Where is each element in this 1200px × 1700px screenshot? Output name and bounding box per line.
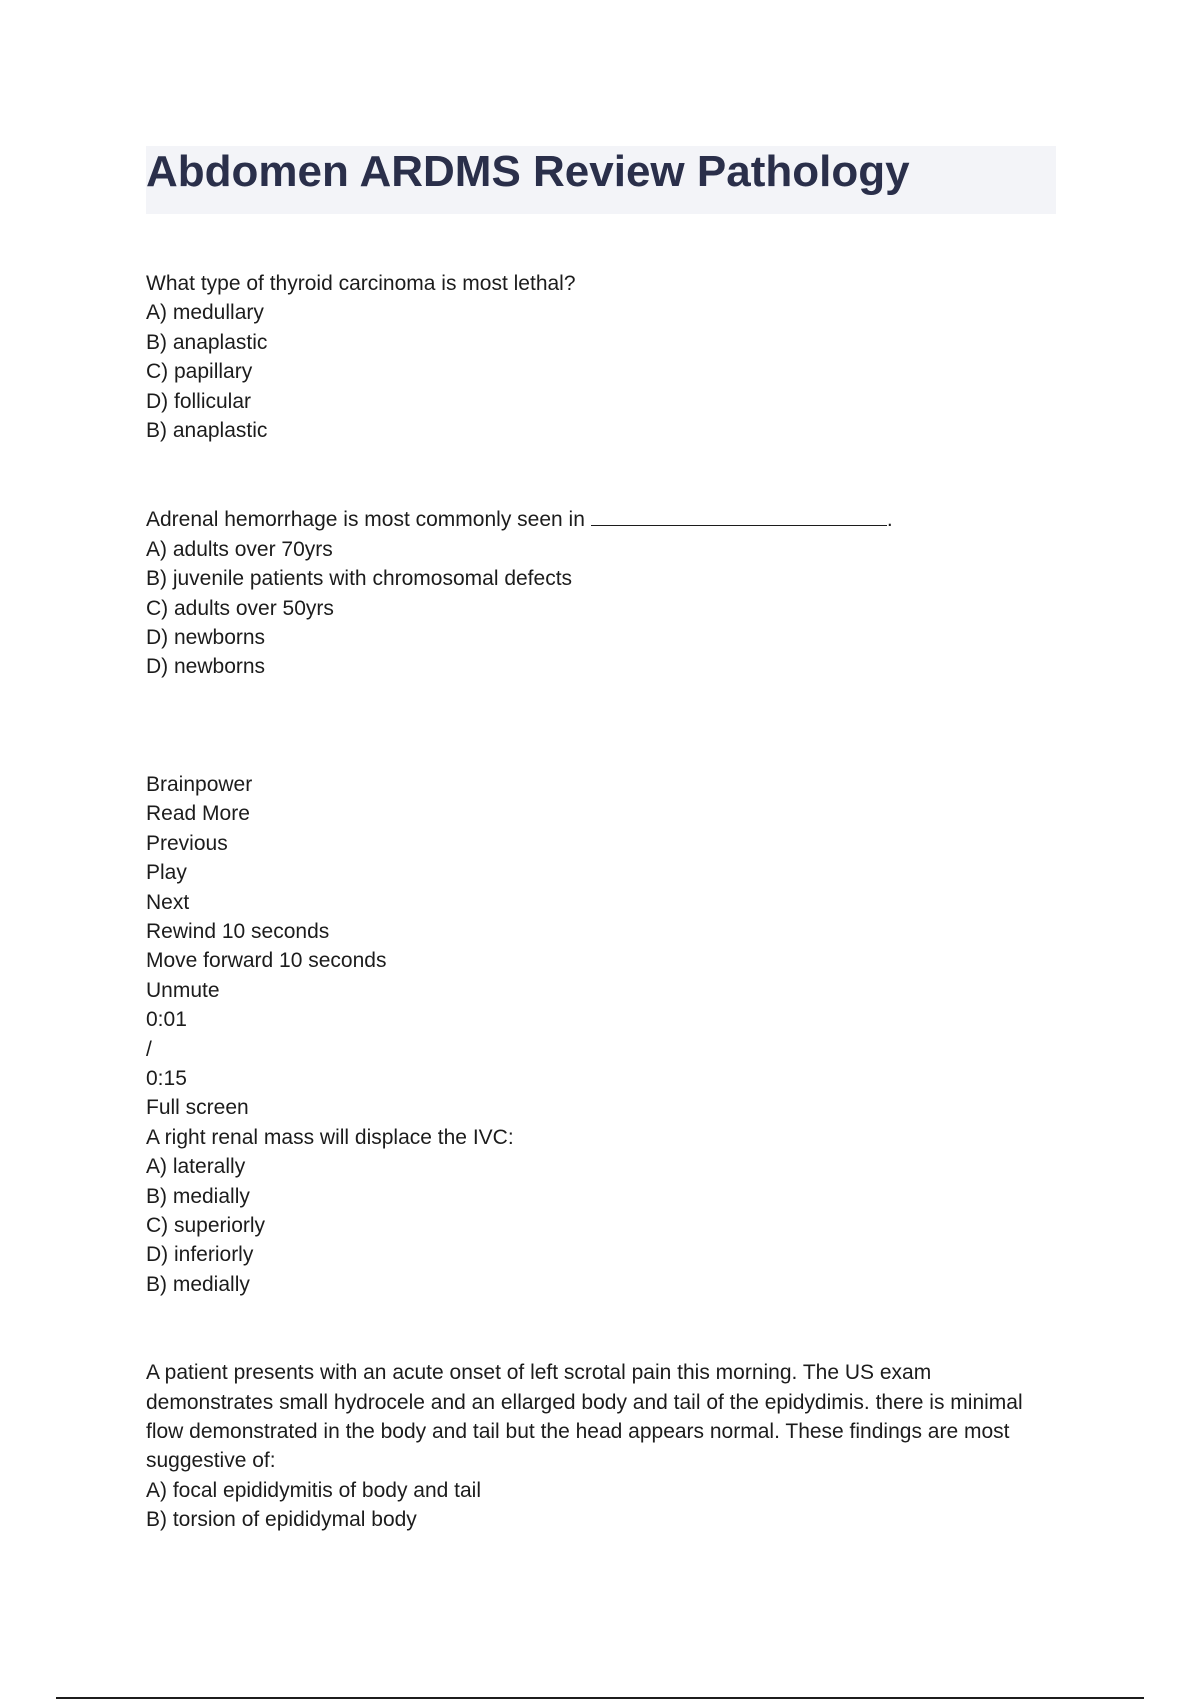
previous-button[interactable]: Previous	[146, 831, 228, 855]
answer-option: A) laterally	[146, 1155, 246, 1179]
video-player-text	[146, 770, 1066, 1123]
fill-in-blank	[591, 504, 887, 526]
correct-answer: B) medially	[146, 1272, 250, 1296]
question-prompt: A right renal mass will displace the IVC:	[146, 1125, 514, 1149]
current-time: 0:01	[146, 1008, 187, 1032]
duration: 0:15	[146, 1066, 187, 1090]
spacer	[146, 1299, 1066, 1358]
question-block	[146, 504, 1066, 681]
document-body	[146, 269, 1066, 1535]
player-brand: Brainpower	[146, 772, 253, 796]
question-prompt: What type of thyroid carcinoma is most lethal?	[146, 272, 576, 295]
correct-answer: B) anaplastic	[146, 419, 268, 443]
question-prompt: A patient presents with an acute onset of left scrotal pain this morning. The US exam demonstrates small hydrocele and an ellarged body and tail of the epidydimis. there is minimal flow demonstrated in the body and tail but the head appears normal. These findings are most suggestive of:	[146, 1361, 1023, 1473]
answer-option: C) papillary	[146, 360, 253, 384]
question-prompt	[146, 504, 1066, 534]
question-prompt-end: .	[886, 508, 893, 532]
answer-option: B) medially	[146, 1184, 250, 1208]
read-more-link[interactable]: Read More	[146, 802, 250, 826]
play-button[interactable]: Play	[146, 861, 187, 885]
fullscreen-button[interactable]: Full screen	[146, 1096, 249, 1120]
time-separator: /	[146, 1037, 152, 1061]
answer-option: C) superiorly	[146, 1213, 266, 1237]
answer-option: A) medullary	[146, 301, 264, 325]
unmute-button[interactable]: Unmute	[146, 978, 220, 1002]
answer-option: B) anaplastic	[146, 330, 268, 354]
answer-option: A) focal epididymitis of body and tail	[146, 1478, 482, 1502]
spacer	[146, 682, 1066, 770]
correct-answer: D) newborns	[146, 655, 266, 679]
rewind-button[interactable]: Rewind 10 seconds	[146, 919, 330, 943]
answer-option: A) adults over 70yrs	[146, 537, 333, 561]
question-block	[146, 1358, 1066, 1534]
question-prompt-text: Adrenal hemorrhage is most commonly seen in	[146, 508, 585, 532]
page-title: Abdomen ARDMS Review Pathology	[146, 147, 910, 196]
answer-option: D) follicular	[146, 389, 252, 413]
forward-button[interactable]: Move forward 10 seconds	[146, 949, 387, 973]
answer-option: B) torsion of epididymal body	[146, 1508, 417, 1532]
answer-option: D) inferiorly	[146, 1243, 254, 1267]
question-block	[146, 1123, 1066, 1299]
footer-divider	[56, 1697, 1144, 1699]
answer-option: B) juvenile patients with chromosomal defects	[146, 567, 573, 591]
answer-option: D) newborns	[146, 626, 266, 650]
spacer	[146, 445, 1066, 504]
answer-option: C) adults over 50yrs	[146, 596, 334, 620]
next-button[interactable]: Next	[146, 890, 190, 914]
question-block	[146, 269, 1066, 445]
